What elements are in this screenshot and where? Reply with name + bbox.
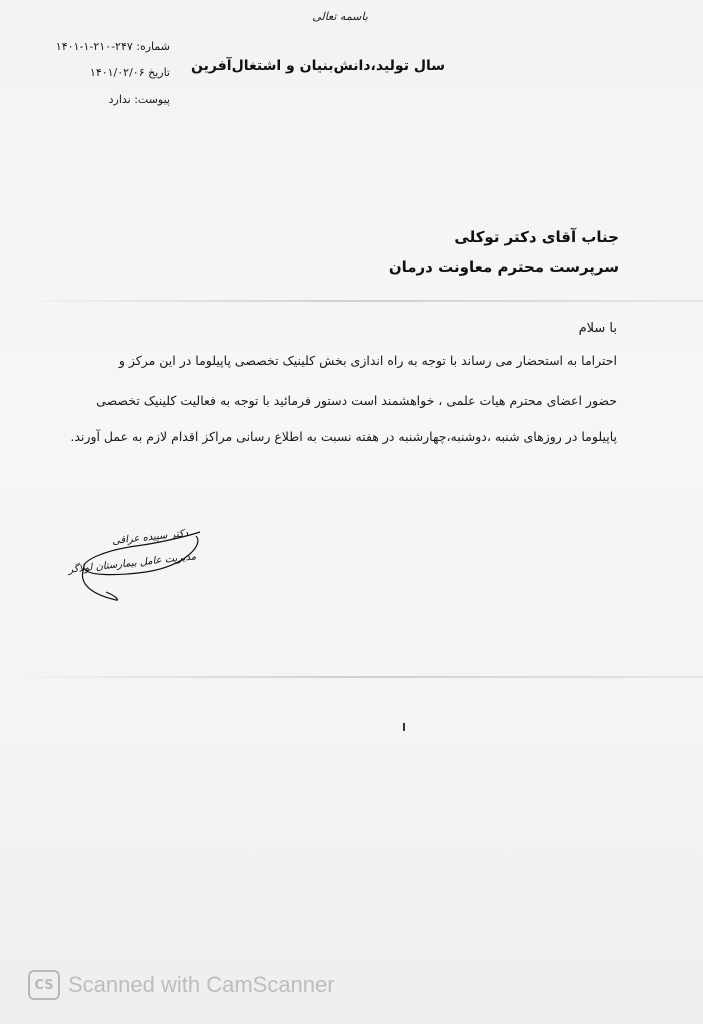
letter-number: شماره: ۲۴۷-۲۱۰-۱-۱۴۰۱	[55, 40, 170, 53]
camscanner-watermark	[28, 968, 335, 1002]
signature-position: مدیریت عامل بیمارستان لولاگر	[67, 551, 197, 576]
recipient-name: جناب آقای دکتر توکلی	[454, 228, 619, 246]
body-line-1: احتراما به استحضار می رساند با توجه به راه اندازی بخش کلینیک تخصصی پاپیلوما در این مرکز و	[118, 353, 617, 368]
paper-fold-line	[0, 300, 703, 302]
invocation-text: باسمه تعالی	[312, 10, 368, 23]
letter-date: تاریخ ۱۴۰۱/۰۲/۰۶	[89, 66, 170, 79]
body-line-3: پاپیلوما در روزهای شنبه ،دوشنبه،چهارشنبه در هفته نسبت به اطلاع رسانی مراکز اقدام لازم به عمل آورند.	[70, 429, 617, 444]
body-line-2: حضور اعضای محترم هیات علمی ، خواهشمند است دستور فرمائید با توجه به فعالیت کلینیک تخصصی	[96, 393, 617, 408]
year-slogan: سال تولید،دانش‌بنیان و اشتغال‌آفرین	[191, 58, 445, 74]
handwritten-signature	[67, 526, 206, 606]
camscanner-logo-icon: CS	[28, 970, 60, 1000]
pen-mark	[403, 723, 405, 731]
paper-fold-line	[0, 676, 703, 678]
signature-name: دکتر سپیده عراقی	[111, 528, 189, 547]
letter-attachment: پیوست: ندارد	[108, 93, 170, 106]
watermark-text: Scanned with CamScanner	[68, 972, 335, 997]
recipient-title: سرپرست محترم معاونت درمان	[388, 258, 619, 276]
greeting-text: با سلام	[578, 321, 617, 336]
